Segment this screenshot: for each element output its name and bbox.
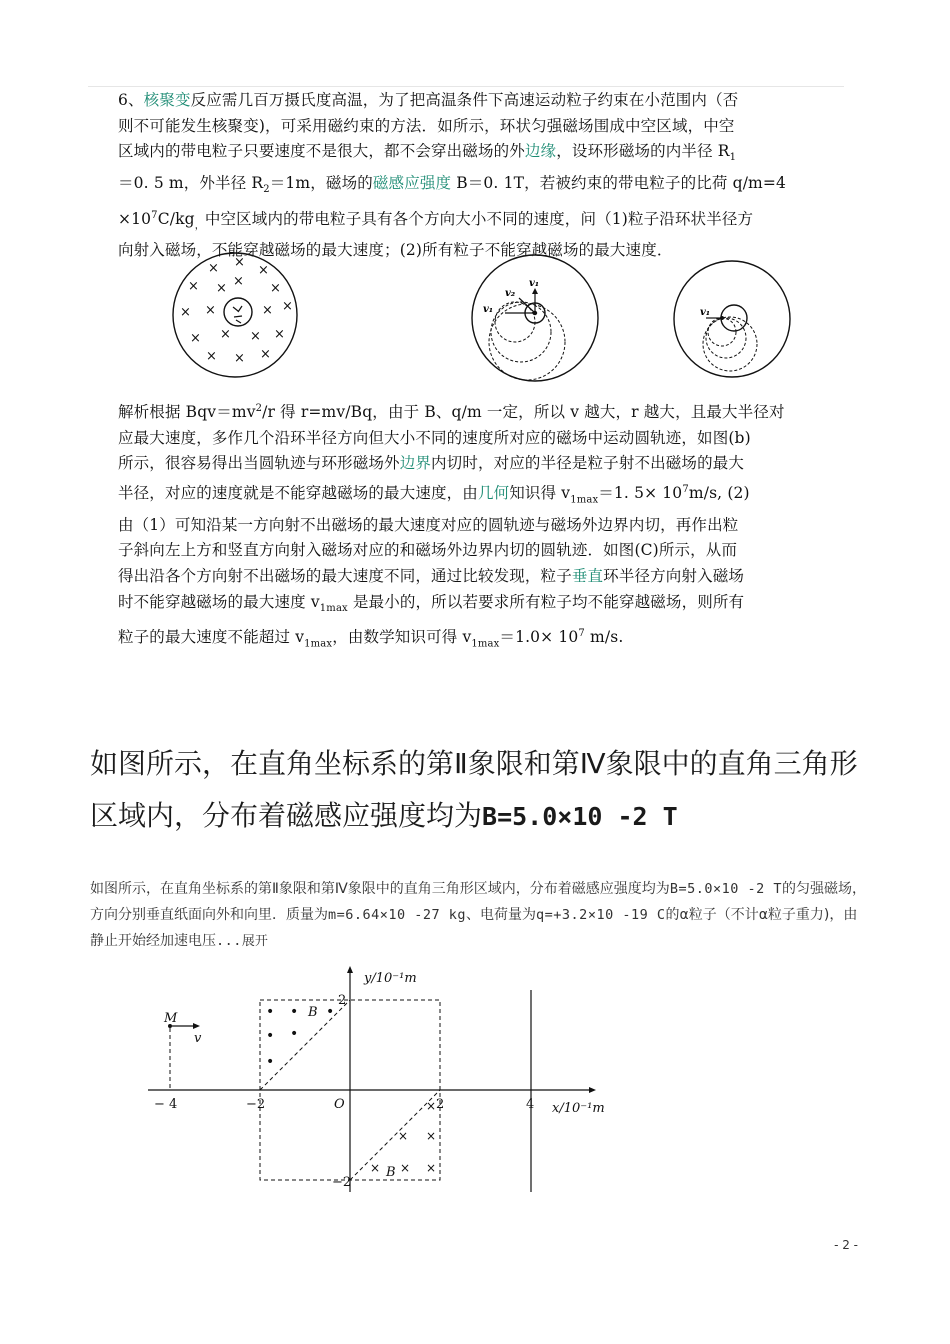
analysis-text [118,396,824,657]
arrow-right-icon [193,1023,200,1029]
subscript: ， [194,219,205,231]
problem-line-3 [118,139,824,171]
heading-formula: B=5.0×10 -2 T [482,802,678,831]
cross-mark: × [216,281,227,296]
tick-label-neg2: −2 [246,1097,266,1112]
cross-mark: × [270,281,281,296]
text-run: m/s, (2) [688,484,750,503]
x-axis-arrow-icon [589,1087,596,1093]
trajectory-medium [491,302,551,362]
trajectory-large [489,304,565,380]
subscript: 1max [471,638,500,650]
analysis-line-6: 子斜向左上方和竖直方向射入磁场对应的和磁场外边界内切的圆轨迹．如图(C)所示，从而 [118,541,738,560]
figure-b-trajectories [465,252,605,384]
problem-text [118,88,824,264]
text-run: 反应需几百万摄氏度高温，为了把高温条件下高速运动粒子约束在小范围内（否 [190,91,739,109]
cross-mark: × [274,327,285,342]
analysis-line-2: 应最大速度，多作几个沿环半径方向但大小不同的速度所对应的磁场中运动圆轨迹，如图(b) [118,428,751,447]
analysis-line-5: 由（1）可知沿某一方向射不出磁场的最大速度对应的圆轨迹与磁场外边界内切，再作出粒 [118,515,739,534]
figure-a-ring-field [170,250,300,380]
link-edge[interactable]: 边缘 [524,142,557,161]
superscript: 2 [255,403,263,414]
label-M: M [164,1011,178,1026]
label-v1: v₁ [529,278,540,289]
text-run: 解析根据 Bqv＝mv [118,403,256,422]
label-v1: v₁ [700,307,711,318]
text-run: 、电荷量为 [466,907,537,923]
subscript: 1max [319,602,348,614]
cross-mark: × [426,1129,437,1143]
field-in-marks [370,1099,436,1175]
dot-mark: • [266,1004,275,1020]
cross-mark: × [282,299,293,314]
analysis-line-3 [118,451,824,477]
label-B-IV: B [386,1165,396,1180]
dot-mark: • [290,1026,299,1042]
cross-mark: × [260,347,271,362]
text-run: 半径，对应的速度就是不能穿越磁场的最大速度，由 [118,484,478,503]
problem-line-4 [118,171,824,203]
text-run: 环半径方向射入磁场 [603,566,745,585]
cross-mark: × [250,329,261,344]
figure-c-tangent-trajectories [672,258,794,380]
text-run: m/s. [584,628,624,647]
tick-label-yneg2: −2 [332,1175,352,1190]
text-run: 的α粒子（不计α粒子重力)，由静止开始经加速电压 [90,907,858,949]
problem-line-2: 则不可能发生核聚变)，可采用磁约束的方法．如所示，环状匀强磁场围成中空区域，中空 [118,116,735,135]
link-magnetic-induction[interactable]: 磁感应强度 [372,173,452,192]
heading-text: 如图所示，在直角坐标系的第Ⅱ象限和第Ⅳ象限中的直角三角形区域内，分布着磁感应强度均为 [90,747,858,832]
formula-run: B=5.0×10 -2 T [669,881,782,897]
problem-line-6: 向射入磁场，不能穿越磁场的最大速度；(2)所有粒子不能穿越磁场的最大速度． [118,241,673,260]
text-run: ×10 [118,209,152,228]
page-number: - 2 - [834,1238,858,1252]
cross-mark: × [206,349,217,364]
tick-label-4: 4 [526,1097,535,1112]
cross-mark: × [188,279,199,294]
text-run: ，设环形磁场的内半径 R [556,142,730,161]
superscript: 7 [578,628,585,640]
cross-mark: × [208,261,219,276]
text-run: 粒子的最大速度不能超过 v [118,628,305,647]
text-run: 知识得 v [509,484,571,503]
cross-mark: × [220,327,231,342]
problem-line-5 [118,203,824,239]
ellipsis: ... [216,933,242,949]
origin-label: O [334,1097,345,1112]
link-geometry[interactable]: 几何 [477,484,510,503]
analysis-line-4 [118,477,824,513]
tick-label-2: 2 [436,1097,445,1112]
text-run: ＝1.0× 10 [499,628,579,647]
cross-mark: × [234,255,245,270]
text-run: 如图所示，在直角坐标系的第Ⅱ象限和第Ⅳ象限中的直角三角形区域内，分布着磁感应强度均为 [90,881,670,897]
label-v1: v₁ [483,304,494,315]
expand-link[interactable]: 展开 [241,934,268,949]
header-rule [88,86,844,87]
cross-mark: × [262,303,273,318]
y-axis-arrow-icon [347,966,353,973]
cross-mark: × [400,1161,411,1175]
cross-mark: × [426,1161,437,1175]
cross-mark: × [370,1161,381,1175]
superscript: 7 [151,209,158,221]
coordinate-figure [140,960,620,1200]
text-run: 中空区域内的带电粒子具有各个方向大小不同的速度，问（1)粒子沿环状半径方 [204,209,754,228]
subscript: 1max [304,638,333,650]
trajectory-medium [703,317,757,371]
text-run: ＝1m，磁场的 [269,173,373,192]
text-run: 是最小的，所以若要求所有粒子均不能穿越磁场，则所有 [347,592,745,611]
question-heading[interactable] [90,738,870,843]
formula-run: m=6.64×10 -27 kg [328,907,467,923]
text-run: 得出沿各个方向射不出磁场的最大速度不同，通过比较发现，粒子 [118,566,572,585]
text-run: 的匀强磁场，方向分别垂直纸面向外和向里．质量为 [90,881,866,923]
text-run: C/kg [157,209,195,228]
cross-mark: × [258,263,269,278]
text-run: B＝0. 1T，若被约束的带电粒子的比荷 q/m=4 [451,173,787,192]
cross-mark: × [234,351,245,366]
text-run: /r 得 r=mv/Bq，由于 B、q/m 一定，所以 v 越大，r 越大，且最大半径对 [262,403,785,422]
subscript: 1max [570,494,599,506]
text-run: 区域内的带电粒子只要速度不是很大，都不会穿出磁场的外 [118,142,525,161]
analysis-line-1 [118,396,824,426]
y-axis-label: y/10⁻¹m [364,971,417,986]
field-out-marks [266,1004,334,1070]
label-v: v [194,1031,202,1046]
cross-mark: × [398,1129,409,1143]
link-perpendicular[interactable]: 垂直 [571,566,604,585]
analysis-line-9 [118,621,824,657]
question-summary [90,876,870,955]
label-B-II: B [308,1005,318,1020]
text-run: ＝0. 5 m，外半径 R [118,173,264,192]
cross-mark: × [190,331,201,346]
cross-mark: × [426,1099,437,1113]
subscript: 2 [263,183,270,195]
text-run: ＝1. 5× 10 [598,484,683,503]
dot-mark: • [266,1028,275,1044]
tick-label-y2: 2 [338,993,347,1008]
problem-line-1 [118,88,824,114]
link-boundary[interactable]: 边界 [399,454,432,473]
dot-mark: • [266,1054,275,1070]
text-run: 所示，很容易得出当圆轨迹与环形磁场外 [118,454,400,473]
tick-label-neg4: − 4 [154,1097,178,1112]
subscript: 1 [729,152,737,164]
text-run: 内切时，对应的半径是粒子射不出磁场的最大 [431,454,745,473]
problem-number: 6、 [118,91,144,109]
particles-icon [233,306,242,323]
dot-mark: • [326,1004,335,1020]
text-run: ，由数学知识可得 v [332,628,472,647]
dot-mark: • [290,1004,299,1020]
superscript: 7 [682,483,689,495]
velocity-vector [519,298,535,313]
link-nuclear-fusion[interactable]: 核聚变 [143,91,191,109]
x-axis-label: x/10⁻¹m [552,1101,605,1116]
text-run: 时不能穿越磁场的最大速度 v [118,592,320,611]
label-v2: v₂ [505,288,516,299]
cross-mark: × [233,274,244,289]
cross-mark: × [205,303,216,318]
outer-boundary [674,261,790,377]
analysis-line-8 [118,590,824,622]
analysis-line-7 [118,564,824,590]
formula-run: q=+3.2×10 -19 C [536,907,666,923]
cross-mark: × [180,305,191,320]
